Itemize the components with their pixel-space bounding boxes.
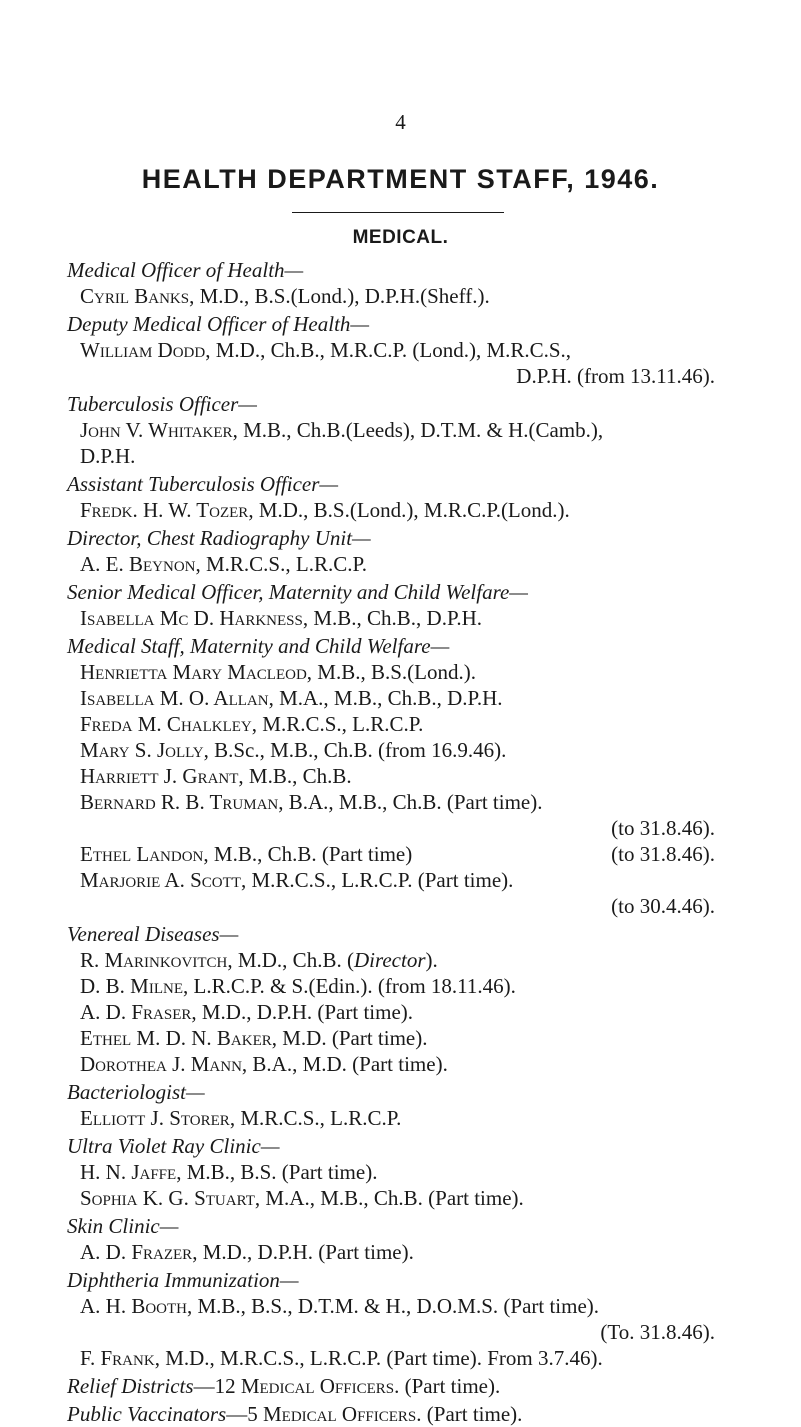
role-count: —5 [226, 1402, 263, 1426]
staff-entry [67, 1159, 715, 1185]
staff-qualifications: , B.A., M.B., Ch.B. (Part time). [278, 790, 543, 814]
section-heading: MEDICAL. [352, 227, 449, 248]
title-divider [292, 212, 504, 213]
staff-name: William Dodd [80, 338, 206, 362]
role-heading [67, 633, 715, 659]
staff-name: Ethel M. D. N. Baker [80, 1026, 272, 1050]
staff-name: D. B. Milne [80, 974, 183, 998]
role-heading [67, 391, 715, 417]
staff-qualifications: D.P.H. [80, 444, 136, 468]
staff-name: Dorothea J. Mann [80, 1052, 242, 1076]
staff-entry [67, 497, 715, 523]
staff-entry [67, 685, 715, 711]
role-title: Diphtheria Immunization— [67, 1268, 299, 1292]
staff-entry [67, 1051, 715, 1077]
staff-name: Marjorie A. Scott [80, 868, 241, 892]
staff-role-note: Director [353, 948, 426, 972]
role-title: Director, Chest Radiography Unit— [67, 526, 371, 550]
staff-qualifications: , B.A., M.D. (Part time). [241, 1052, 448, 1076]
continuation-line [67, 363, 715, 389]
staff-name: H. N. Jaffe [80, 1160, 177, 1184]
role-heading [67, 311, 715, 337]
staff-name: F. Frank [80, 1346, 155, 1370]
staff-date-note: (to 31.8.46). [611, 842, 715, 866]
role-heading [67, 1373, 715, 1399]
staff-name: R. Marinkovitch [80, 948, 228, 972]
staff-name: John V. Whitaker [80, 418, 233, 442]
staff-qualifications: , M.B., B.S., D.T.M. & H., D.O.M.S. (Part time). [187, 1294, 600, 1318]
staff-qualifications: , M.B., B.S. (Part time). [176, 1160, 378, 1184]
staff-qualifications: , M.D., M.R.C.S., L.R.C.P. (Part time). From 3.7.46). [154, 1346, 603, 1370]
role-note: . (Part time). [416, 1402, 523, 1426]
staff-entry [67, 1239, 715, 1265]
role-title: Ultra Violet Ray Clinic— [67, 1134, 280, 1158]
continuation-line [67, 893, 715, 919]
staff-name: Cyril Banks [80, 284, 190, 308]
continuation-text: D.P.H. (from 13.11.46). [516, 364, 715, 388]
page-title: HEALTH DEPARTMENT STAFF, 1946. [141, 164, 660, 194]
role-title: Skin Clinic— [67, 1214, 179, 1238]
staff-name: Isabella M. O. Allan [80, 686, 269, 710]
staff-name: Bernard R. B. Truman [80, 790, 279, 814]
staff-entry [67, 417, 715, 443]
staff-name: Elliott J. Storer [80, 1106, 230, 1130]
role-heading [67, 1401, 715, 1427]
staff-qualifications: , M.D., Ch.B. ( [227, 948, 354, 972]
role-heading [67, 525, 715, 551]
staff-entry [67, 841, 715, 867]
staff-qualifications: , B.Sc., M.B., Ch.B. (from 16.9.46). [203, 738, 507, 762]
staff-entry [67, 867, 715, 893]
staff-entry [67, 659, 715, 685]
staff-name: A. H. Booth [80, 1294, 187, 1318]
continuation-line [67, 815, 715, 841]
staff-name: A. D. Fraser [80, 1000, 192, 1024]
staff-qualifications: , M.B., Ch.B., D.P.H. [302, 606, 482, 630]
role-title: Relief Districts [67, 1374, 194, 1398]
staff-name: A. D. Frazer [80, 1240, 193, 1264]
staff-qualifications: , M.D., D.P.H. (Part time). [191, 1000, 414, 1024]
continuation-text: (To. 31.8.46). [600, 1320, 715, 1344]
staff-qualifications: , M.D., D.P.H. (Part time). [192, 1240, 414, 1264]
staff-entry [67, 1025, 715, 1051]
staff-qualifications: , M.B., Ch.B. [238, 764, 352, 788]
staff-entry [67, 283, 715, 309]
staff-entry [67, 1185, 715, 1211]
staff-qualifications: , M.R.C.S., L.R.C.P. (Part time). [240, 868, 514, 892]
staff-name: Isabella Mc D. Harkness [80, 606, 303, 630]
role-title: Medical Staff, Maternity and Child Welfare— [67, 634, 450, 658]
staff-entry [67, 947, 715, 973]
role-title: Venereal Diseases— [67, 922, 239, 946]
role-name: Medical Officers [262, 1402, 417, 1426]
role-heading [67, 1079, 715, 1105]
role-name: Medical Officers [240, 1374, 395, 1398]
staff-entry [67, 999, 715, 1025]
staff-qualifications: , M.A., M.B., Ch.B. (Part time). [254, 1186, 524, 1210]
staff-entry [67, 711, 715, 737]
staff-name: Sophia K. G. Stuart [80, 1186, 255, 1210]
staff-entry [67, 737, 715, 763]
staff-name: Henrietta Mary Macleod [80, 660, 307, 684]
role-title: Senior Medical Officer, Maternity and Child Welfare— [67, 580, 528, 604]
role-title: Tuberculosis Officer— [67, 392, 257, 416]
continuation-text: (to 30.4.46). [611, 894, 715, 918]
staff-name: Mary S. Jolly [80, 738, 204, 762]
role-heading [67, 1213, 715, 1239]
staff-qualifications: , M.D., B.S.(Lond.), D.P.H.(Sheff.). [189, 284, 490, 308]
staff-qualifications: , M.D., B.S.(Lond.), M.R.C.P.(Lond.). [248, 498, 570, 522]
page-number: 4 [395, 110, 406, 134]
staff-qualifications: , L.R.C.P. & S.(Edin.). (from 18.11.46). [183, 974, 516, 998]
role-heading [67, 1267, 715, 1293]
staff-entry [67, 789, 715, 815]
staff-qualifications: , M.R.C.S., L.R.C.P. [251, 712, 424, 736]
staff-entry [67, 973, 715, 999]
staff-qualifications: , M.R.C.S., L.R.C.P. [229, 1106, 402, 1130]
staff-qualifications: , M.D. (Part time). [271, 1026, 428, 1050]
staff-entry [67, 551, 715, 577]
staff-qualifications: , M.B., Ch.B. (Part time) [203, 842, 413, 866]
continuation-line [67, 1319, 715, 1345]
role-title: Deputy Medical Officer of Health— [67, 312, 370, 336]
role-title: Assistant Tuberculosis Officer— [67, 472, 339, 496]
staff-name: Freda M. Chalkley [80, 712, 252, 736]
role-title: Public Vaccinators [67, 1402, 227, 1426]
staff-name: A. E. Beynon [80, 552, 196, 576]
role-heading [67, 579, 715, 605]
role-title: Bacteriologist— [67, 1080, 205, 1104]
staff-entry [67, 1345, 715, 1371]
staff-name: Harriett J. Grant [80, 764, 239, 788]
staff-entry [67, 337, 715, 363]
role-heading [67, 471, 715, 497]
staff-qualifications-end: ). [425, 948, 438, 972]
staff-entry [67, 443, 715, 469]
staff-entry [67, 1293, 715, 1319]
role-count: —12 [193, 1374, 241, 1398]
role-note: . (Part time). [394, 1374, 501, 1398]
staff-qualifications: , M.R.C.S., L.R.C.P. [195, 552, 368, 576]
staff-qualifications: , M.B., B.S.(Lond.). [306, 660, 476, 684]
staff-name: Fredk. H. W. Tozer [80, 498, 249, 522]
staff-qualifications: , M.D., Ch.B., M.R.C.P. (Lond.), M.R.C.S., [205, 338, 572, 362]
staff-list [67, 257, 715, 1427]
role-title: Medical Officer of Health— [67, 258, 304, 282]
staff-entry [67, 763, 715, 789]
staff-name: Ethel Landon [80, 842, 204, 866]
continuation-text: (to 31.8.46). [611, 816, 715, 840]
staff-qualifications: , M.B., Ch.B.(Leeds), D.T.M. & H.(Camb.), [232, 418, 604, 442]
staff-entry [67, 1105, 715, 1131]
role-heading [67, 1133, 715, 1159]
role-heading [67, 257, 715, 283]
staff-qualifications: , M.A., M.B., Ch.B., D.P.H. [268, 686, 503, 710]
staff-entry [67, 605, 715, 631]
role-heading [67, 921, 715, 947]
